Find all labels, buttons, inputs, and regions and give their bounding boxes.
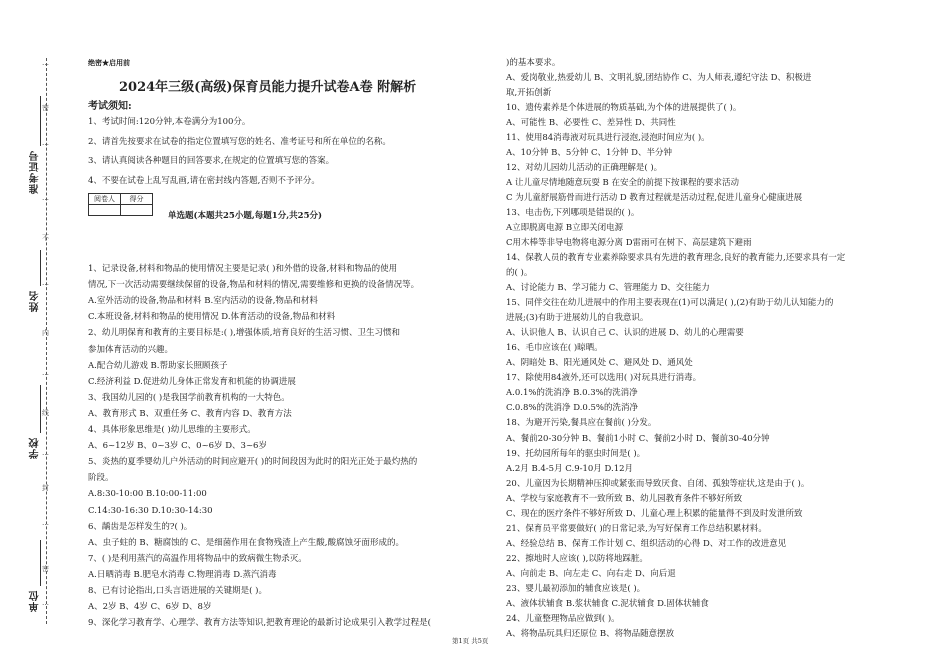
question-line: 参加体育活动的兴趣。 xyxy=(88,344,174,355)
seal-line-char: 内 xyxy=(42,329,49,337)
notice-line: 2、请首先按要求在试卷的指定位置填写您的姓名、准考证号和所在单位的名称。 xyxy=(88,136,391,147)
seal-line-char: 密 xyxy=(42,104,49,112)
page-title: 2024年三级(高级)保育员能力提升试卷A卷 附解析 xyxy=(119,80,417,95)
question-line: A立即脱离电源 B立即关闭电源 xyxy=(506,223,624,234)
question-line: )的基本要求。 xyxy=(506,58,561,68)
seal-line-char: 封 xyxy=(42,484,49,492)
confidential-mark: 绝密★启用前 xyxy=(88,58,130,67)
question-line: C用木棒等非导电物将电源分离 D雷雨可在树下、高层建筑下避雨 xyxy=(506,238,752,249)
question-line: 12、对幼儿园幼儿活动的正确理解是( )。 xyxy=(506,163,663,174)
question-line: 16、毛巾应该在( )晾晒。 xyxy=(506,343,603,354)
label-name: 姓名 xyxy=(30,290,41,312)
grader-cell: 阅卷人 xyxy=(89,194,121,205)
question-line: 24、儿童整理物品应做到( )。 xyxy=(506,613,620,624)
seal-line-char: … xyxy=(42,369,49,377)
question-line: 6、龋齿是怎样发生的?( )。 xyxy=(88,521,193,532)
seal-line-char: … xyxy=(42,599,49,607)
question-line: A、阴暗处 B、阳光通风处 C、避风处 D、通风处 xyxy=(506,358,693,369)
name-field[interactable] xyxy=(40,250,41,286)
question-line: A、10分钟 B、5分钟 C、1分钟 D、半分钟 xyxy=(506,148,672,159)
question-line: C 为儿童舒展筋骨而进行活动 D 教育过程就是活动过程,促进儿童身心健康进展 xyxy=(506,193,803,204)
question-line: 7、( )是利用蒸汽的高温作用将物品中的致病微生物杀灭。 xyxy=(88,553,307,564)
question-line: A、将物品玩具归还原位 B、将物品随意摆放 xyxy=(506,628,675,639)
question-line: 10、遗传素养是个体进展的物质基础,为个体的进展提供了( )。 xyxy=(506,103,742,114)
question-line: A、教育形式 B、双重任务 C、教育内容 D、教育方法 xyxy=(88,408,292,419)
question-line: 2、幼儿明保育和教育的主要目标是:( ),增强体质,培育良好的生活习惯、卫生习惯和 xyxy=(88,328,401,339)
question-line: 阶段。 xyxy=(88,473,114,484)
question-line: A.配合幼儿游戏 B.帮助家长照顾孩子 xyxy=(88,360,228,371)
unit-field[interactable] xyxy=(40,540,41,586)
question-line: A、认识他人 B、认识自己 C、认识的进展 D、幼儿的心理需要 xyxy=(506,328,744,339)
grader-input[interactable] xyxy=(89,205,121,216)
question-line: A、经验总结 B、保育工作计划 C、组织活动的心得 D、对工作的改进意见 xyxy=(506,538,787,549)
question-line: A、液体状辅食 B.浆状辅食 C.泥状辅食 D.固体状辅食 xyxy=(506,598,709,609)
question-line: A.室外活动的设备,物品和材料 B.室内活动的设备,物品和材料 xyxy=(88,296,318,307)
question-line: A、向前走 B、向左走 C、向右走 D、向后退 xyxy=(506,568,676,579)
question-line: A、可能性 B、必要性 C、差异性 D、共同性 xyxy=(506,118,676,129)
question-line: C、现在的医疗条件不够好所致 D、儿童心理上积累的能量得不到及时发泄所致 xyxy=(506,508,803,519)
seal-line-char: 线 xyxy=(42,409,49,417)
question-line: 3、我国幼儿园的( )是我国学前教育机构的一大特色。 xyxy=(88,392,290,403)
notice-heading: 考试须知: xyxy=(88,101,132,112)
question-line: 21、保育员平常要做好( )的日常记录,为写好保育工作总结积累材料。 xyxy=(506,523,767,534)
question-line: 14、保教人员的教育专业素养除要求具有先进的教育理念,良好的教育能力,还要求具有一定 xyxy=(506,253,846,264)
seal-line-char: … xyxy=(42,139,49,147)
question-line: 11、使用84消毒液对玩具进行浸泡,浸泡时间应为( )。 xyxy=(506,133,710,144)
question-line: 5、炎热的夏季婴幼儿户外活动的时间应避开( )的时间段因为此时的阳光正处于最灼热的 xyxy=(88,457,418,468)
question-line: 1、记录设备,材料和物品的使用情况主要是记录( )和外借的设备,材料和物品的使用 xyxy=(88,264,398,274)
label-exam-number: 准考证号 xyxy=(30,150,41,194)
seal-line-char: … xyxy=(42,519,49,527)
score-table xyxy=(88,193,153,216)
question-line: A.0.1%的洗消净 B.0.3%的洗消净 xyxy=(506,388,638,399)
question-line: 取,开拓创新 xyxy=(506,88,552,99)
notice-line: 3、请认真阅读各种题目的回答要求,在规定的位置填写您的答案。 xyxy=(88,156,335,166)
question-line: A、讨论能力 B、学习能力 C、管理能力 D、交往能力 xyxy=(506,283,710,294)
exam-number-field[interactable] xyxy=(40,96,41,146)
seal-line-char: … xyxy=(42,194,49,202)
question-line: C.0.8%的洗消净 D.0.5%的洗消净 xyxy=(506,403,639,414)
seal-line-char: 密 xyxy=(42,565,49,573)
question-line: 18、为避开污染,餐具应在餐前( )分发。 xyxy=(506,418,657,429)
question-line: A.日晒消毒 B.肥皂水消毒 C.物理消毒 D.蒸汽消毒 xyxy=(88,569,277,580)
school-field[interactable] xyxy=(40,385,41,433)
question-line: 20、儿童因为长期精神压抑或紧张而导致厌食、自闭、孤独等症状,这是由于( )。 xyxy=(506,478,810,489)
question-line: A、2岁 B、4岁 C、6岁 D、8岁 xyxy=(88,602,212,613)
question-line: A、餐前20-30分钟 B、餐前1小时 C、餐前2小时 D、餐前30-40分钟 xyxy=(506,433,770,444)
section-heading: 单选题(本题共25小题,每题1分,共25分) xyxy=(168,211,323,221)
question-line: 9、深化学习教育学、心理学、教育方法等知识,把教育理论的最新讨论成果引入教学过程是( xyxy=(88,618,431,629)
question-line: 情况,下一次活动需要继续保留的设备,物品和材料的情况,需要维修和更换的设备情况等。 xyxy=(88,280,420,291)
question-line: A、爱岗敬业,热爱幼儿 B、文明礼貌,团结协作 C、为人师表,遵纪守法 D、积极进 xyxy=(506,73,812,84)
question-line: C.14:30-16:30 D.10:30-14:30 xyxy=(88,505,213,516)
question-line: 进展;(3)有助于进展幼儿的自我意识。 xyxy=(506,313,649,324)
question-line: 8、已有讨论指出,口头言语进展的关键期是( )。 xyxy=(88,586,267,596)
question-line: 4、具体形象思维是( )幼儿思维的主要形式。 xyxy=(88,425,256,435)
page-footer: 第1页 共5页 xyxy=(452,637,489,645)
question-line: 17、除使用84液外,还可以选用( )对玩具进行消毒。 xyxy=(506,373,702,384)
question-line: 22、擦地时人应该( ),以防将地踩脏。 xyxy=(506,553,648,564)
seal-line-char: … xyxy=(42,449,49,457)
question-line: A 让儿童尽情地随意玩耍 B 在安全的前提下按课程的要求活动 xyxy=(506,178,739,189)
question-line: 的( )。 xyxy=(506,268,533,279)
question-line: C.本班设备,材料和物品的使用情况 D.体育活动的设备,物品和材料 xyxy=(88,312,336,323)
notice-line: 4、不要在试卷上乱写乱画,请在密封线内答题,否则不予评分。 xyxy=(88,175,320,186)
score-input[interactable] xyxy=(121,205,153,216)
seal-line-char: 不 xyxy=(42,234,49,242)
question-line: A、虫子蛀的 B、糖腐蚀的 C、是细菌作用在食物残渣上产生酸,酸腐蚀牙面形成的。 xyxy=(88,537,404,548)
question-line: 23、婴儿最初添加的辅食应该是( )。 xyxy=(506,583,646,594)
seal-line-char: … xyxy=(42,279,49,287)
label-unit: 单位 xyxy=(30,590,41,612)
question-line: 13、电击伤,下列哪项是错误的( )。 xyxy=(506,208,640,219)
notice-line: 1、考试时间:120分钟,本卷满分为100分。 xyxy=(88,117,251,127)
label-school: 学校 xyxy=(30,437,41,459)
question-line: A.8:30-10:00 B.10:00-11:00 xyxy=(88,489,207,500)
question-line: A、学校与家庭教育不一致所致 B、幼儿园教育条件不够好所致 xyxy=(506,493,743,504)
question-line: A.2月 B.4-5月 C.9-10月 D.12月 xyxy=(506,463,634,474)
score-cell: 得分 xyxy=(121,194,153,205)
question-line: C.经济利益 D.促进幼儿身体正常发育和机能的协调进展 xyxy=(88,376,296,387)
question-line: 15、同伴交往在幼儿进展中的作用主要表现在(1)可以满足( ),(2)有助于幼儿认知能力的 xyxy=(506,298,834,309)
question-line: 19、托幼园所每年的驱虫时间是( )。 xyxy=(506,448,646,459)
question-line: A、6~12岁 B、0~3岁 C、0~6岁 D、3~6岁 xyxy=(88,441,267,452)
seal-line-char: … xyxy=(42,59,49,67)
